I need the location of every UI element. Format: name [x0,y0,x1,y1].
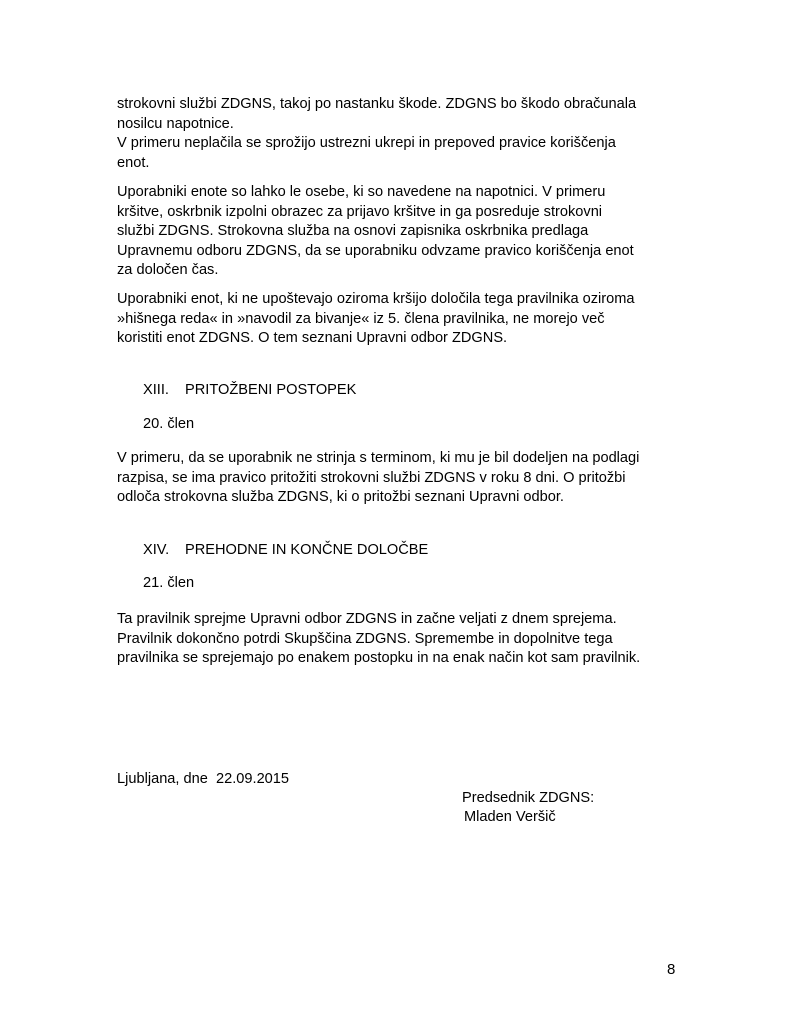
text-line: službi ZDGNS. Strokovna služba na osnovi zapisnika oskrbnika predlaga [117,223,589,239]
paragraph-damage-settlement [117,95,673,173]
paragraph-complaint-procedure [117,449,673,508]
section-heading-xiv [143,541,428,561]
text-line: Uporabniki enot, ki ne upoštevajo oziroma kršijo določila tega pravilnika oziroma [117,291,635,307]
section-number: XIV. [143,542,170,558]
text-line: razpisa, se ima pravico pritožiti strokovni službi ZDGNS v roku 8 dni. O pritožbi [117,469,626,486]
text-line: Upravnemu odboru ZDGNS, da se uporabniku odvzame pravico koriščenja enot [117,242,634,259]
text-line: odloča strokovna služba ZDGNS, ki o pritožbi seznani Upravni odbor. [117,489,564,505]
place-date: Ljubljana, dne 22.09.2015 [117,771,290,787]
text-line: nosilcu napotnice. [117,115,234,132]
section-heading-xiii [143,381,356,401]
article-number-20: 20. člen [143,416,195,432]
section-number: XIII. [143,382,169,398]
article-number-21: 21. člen [143,575,195,591]
paragraph-rule-violations [117,290,673,349]
paragraph-final-provisions [117,610,673,669]
section-title: PREHODNE IN KONČNE DOLOČBE [185,542,429,558]
section-title: PRITOŽBENI POSTOPEK [185,382,357,398]
signature-role: Predsednik ZDGNS: [462,790,595,806]
text-line: V primeru, da se uporabnik ne strinja s terminom, ki mu je bil dodeljen na podlagi [117,450,640,466]
text-line: »hišnega reda« in »navodil za bivanje« iz 5. člena pravilnika, ne morejo več [117,310,605,327]
text-line: koristiti enot ZDGNS. O tem seznani Upravni odbor ZDGNS. [117,330,508,346]
text-line: strokovni službi ZDGNS, takoj po nastanku škode. ZDGNS bo škodo obračunala [117,96,637,112]
text-line: Ta pravilnik sprejme Upravni odbor ZDGNS in začne veljati z dnem sprejema. [117,611,617,627]
paragraph-unit-users [117,183,673,281]
text-line: V primeru neplačila se sprožijo ustrezni ukrepi in prepoved pravice koriščenja [117,135,616,151]
text-line: enot. [117,154,150,171]
text-line: kršitve, oskrbnik izpolni obrazec za prijavo kršitve in ga posreduje strokovni [117,203,603,220]
page-number: 8 [667,961,676,978]
text-line: pravilnika se sprejemajo po enakem postopku in na enak način kot sam pravilnik. [117,650,641,666]
signature-name: Mladen Veršič [464,809,556,825]
text-line: Uporabniki enote so lahko le osebe, ki so navedene na napotnici. V primeru [117,184,606,200]
text-line: Pravilnik dokončno potrdi Skupščina ZDGNS. Spremembe in dopolnitve tega [117,630,613,647]
text-line: za določen čas. [117,262,219,278]
